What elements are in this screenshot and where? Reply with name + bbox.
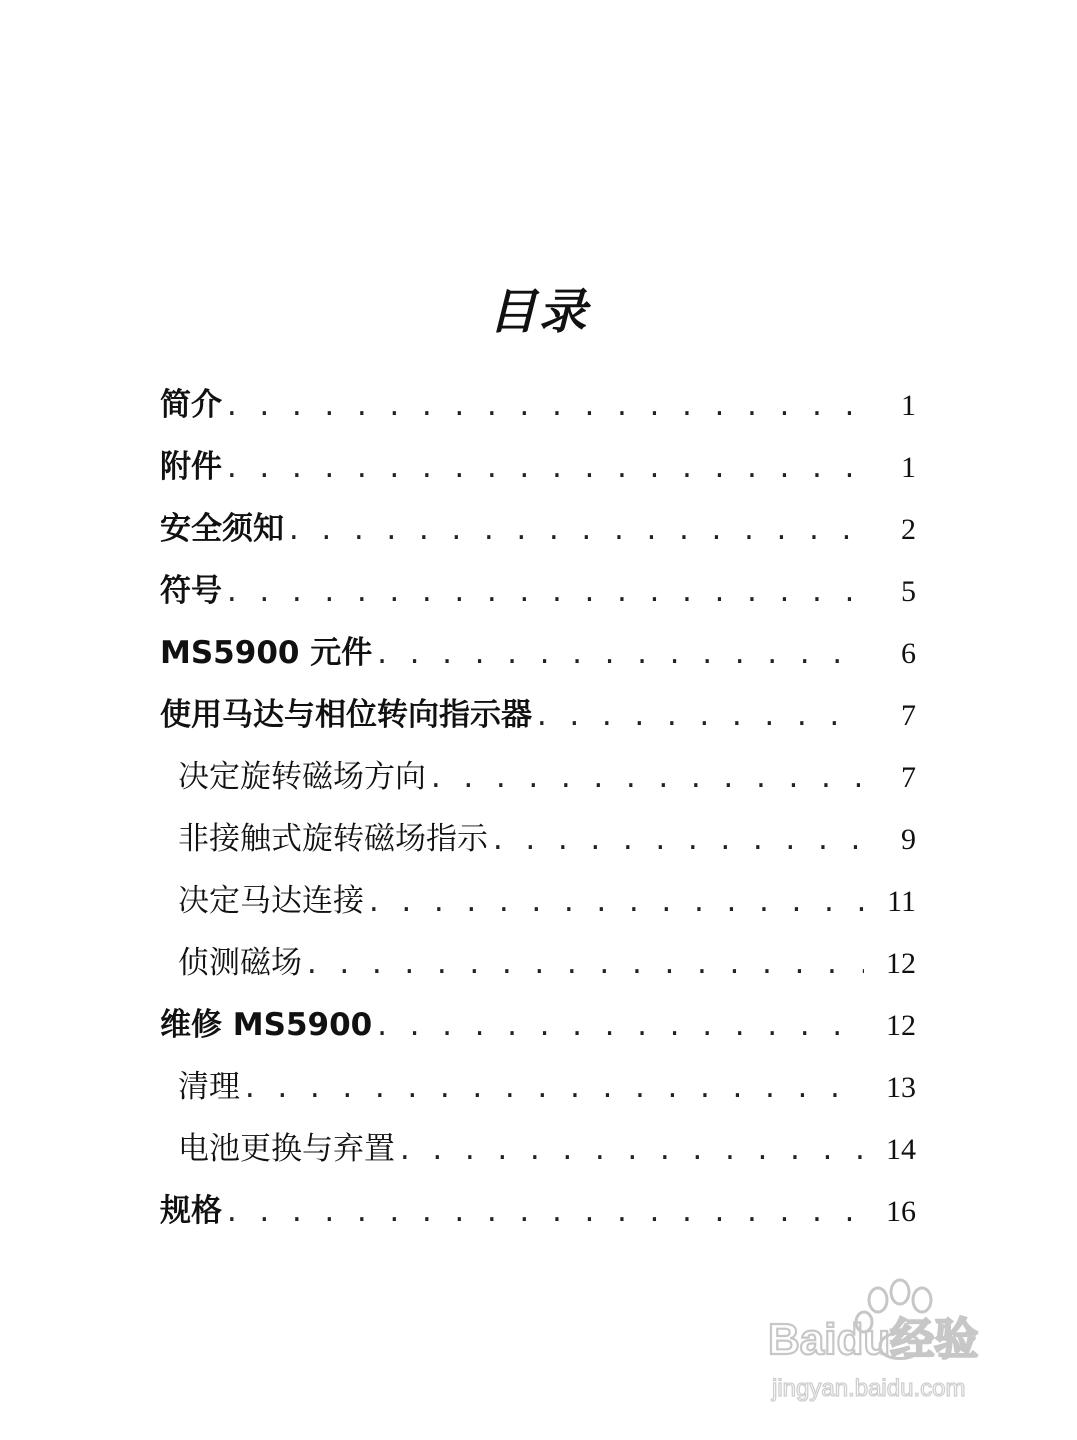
dot-leader <box>224 376 864 438</box>
toc-entry-label: 维修 MS5900 <box>160 1007 373 1043</box>
toc-entry-label: 使用马达与相位转向指示器 <box>160 697 532 733</box>
dot-leader <box>366 872 864 934</box>
toc-entry[interactable] <box>160 1180 916 1242</box>
toc-subentry[interactable] <box>160 932 916 994</box>
dot-leader <box>374 996 864 1058</box>
toc-entry-label: MS5900 元件 <box>160 635 373 671</box>
toc-entry[interactable] <box>160 374 916 436</box>
toc-subentry[interactable] <box>160 808 916 870</box>
dot-leader <box>490 810 864 872</box>
toc-entry-page: 13 <box>886 1071 916 1104</box>
dot-leader <box>224 562 864 624</box>
toc-entry-page: 5 <box>901 575 916 608</box>
dot-leader <box>534 686 864 748</box>
dot-leader <box>286 500 864 562</box>
toc-entry-page: 12 <box>886 947 916 980</box>
toc-entry-page: 11 <box>887 885 916 918</box>
toc-entry-label: 决定旋转磁场方向 <box>178 759 426 795</box>
table-of-contents <box>160 374 916 1242</box>
toc-entry-label: 简介 <box>160 387 222 423</box>
toc-entry[interactable] <box>160 622 916 684</box>
toc-entry-label: 规格 <box>160 1193 222 1229</box>
toc-entry-page: 1 <box>901 389 916 422</box>
toc-entry-label: 决定马达连接 <box>178 883 364 919</box>
toc-entry-label: 清理 <box>178 1069 240 1105</box>
dot-leader <box>428 748 864 810</box>
dot-leader <box>304 934 864 996</box>
toc-entry-label: 非接触式旋转磁场指示 <box>178 821 488 857</box>
dot-leader <box>397 1120 864 1182</box>
toc-entry-label: 附件 <box>160 449 222 485</box>
toc-entry-label: 侦测磁场 <box>178 945 302 981</box>
toc-subentry[interactable] <box>160 870 916 932</box>
toc-entry-label: 安全须知 <box>160 511 284 547</box>
dot-leader <box>242 1058 864 1120</box>
baidu-paw-logo-icon <box>760 1270 1020 1410</box>
toc-entry-page: 9 <box>901 823 916 856</box>
baidu-jingyan-watermark <box>760 1270 1020 1410</box>
toc-entry[interactable] <box>160 994 916 1056</box>
toc-entry-page: 7 <box>901 699 916 732</box>
toc-entry-page: 1 <box>901 451 916 484</box>
toc-entry-page: 12 <box>886 1009 916 1042</box>
toc-entry-page: 14 <box>886 1133 916 1166</box>
watermark-url: jingyan.baidu.com <box>772 1375 966 1402</box>
toc-subentry[interactable] <box>160 746 916 808</box>
toc-title: 目录 <box>488 284 589 340</box>
toc-entry-label: 电池更换与弃置 <box>178 1131 395 1167</box>
toc-entry-label: 符号 <box>160 573 222 609</box>
toc-entry[interactable] <box>160 560 916 622</box>
toc-subentry[interactable] <box>160 1056 916 1118</box>
toc-entry-page: 7 <box>901 761 916 794</box>
toc-entry[interactable] <box>160 684 916 746</box>
toc-entry[interactable] <box>160 498 916 560</box>
dot-leader <box>224 1182 864 1244</box>
toc-entry-page: 6 <box>901 637 916 670</box>
toc-entry-page: 2 <box>901 513 916 546</box>
toc-entry-page: 16 <box>886 1195 916 1228</box>
toc-entry[interactable] <box>160 436 916 498</box>
dot-leader <box>224 438 864 500</box>
toc-subentry[interactable] <box>160 1118 916 1180</box>
watermark-brand: Baidu经验 <box>768 1315 979 1364</box>
dot-leader <box>374 624 864 686</box>
